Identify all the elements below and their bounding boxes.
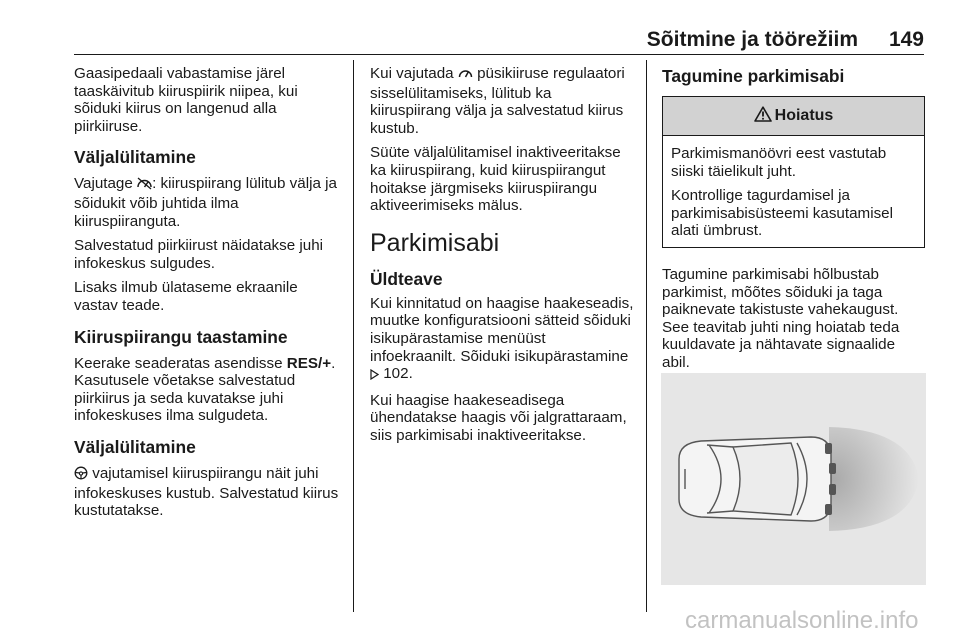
section-title-parking-assist: Parkimisabi [370,228,500,257]
message-paragraph: Lisaks ilmub ülataseme ekraanile vastav teade. [74,279,298,314]
warning-paragraph-2: Kontrollige tagurdamisel ja parkimisabisüsteemi kasutamisel alati ümbrust. [671,187,893,240]
column-divider-2 [646,60,647,612]
column-3 [662,65,925,379]
page-number: 149 [888,28,924,51]
cruise-control-icon [458,67,473,85]
deactivation-paragraph-2: vajutamisel kiiruspiirangu näit juhi infokeskuses kustub. Salvestatud kiirus kustutatakse. [74,464,339,520]
heading-rear-parking-assist: Tagumine parkimisabi [662,66,845,86]
speed-limiter-off-icon [137,177,152,195]
parking-assist-illustration [661,373,926,585]
intro-paragraph: Gaasipedaali vabastamise järel taaskäivitub kiiruspiirik niipea, kui sõiduki kiirus on langenud alla piirkiiruse. [74,65,298,135]
rear-assist-paragraph: Tagumine parkimisabi hõlbustab parkimist, mõõtes sõiduki ja taga paiknevate takistuste vahekaugust. See teavitab juhti ning hoiatab teda kuuldavate ja nähtavate signaalide abil. [662,265,900,371]
warning-box [662,96,925,248]
trailer-paragraph: Kui haagise haakeseadisega ühendatakse haagis või jalgrattaraam, siis parkimisabi inaktiveeritakse. [370,391,627,444]
column-1 [74,65,342,527]
watermark: carmanualsonline.info [685,607,919,634]
heading-general: Üldteave [370,268,443,289]
warning-paragraph-1: Parkimismanöövri eest vastutab siiski täielikult juht. [671,145,887,180]
warning-body [663,136,924,247]
hitch-paragraph: Kui kinnitatud on haagise haakeseadis, muutke konfiguratsiooni sätteid sõiduki isikupärastamise menüüst infoekraanilt. Sõiduki isikupärastamine 102. [370,295,635,385]
column-divider-1 [353,60,354,612]
ignition-paragraph: Süüte väljalülitamisel inaktiveeritakse ka kiiruspiirang, kuid kiiruspiirangut hoitakse järgmiseks kiiruspiirangu aktiveerimiseks mälus. [370,144,621,215]
restore-paragraph: Keerake seaderatas asendisse RES/+. Kasutusele võetakse salvestatud piirkiirus ja seda kuvatakse juhi infokeskuses ilma sulgudeta. [74,354,336,425]
heading-restore: Kiiruspiirangu taastamine [74,326,288,347]
page-header-title: Sõitmine ja töörežiim [646,28,858,51]
deactivation-paragraph-1: Vajutage : kiiruspiirang lülitub välja ja sõidukit võib juhtida ilma kiiruspiiranguta. [74,175,337,230]
warning-triangle-icon [754,106,772,127]
cruise-paragraph: Kui vajutada püsikiiruse regulaatori sisselülitamiseks, lülitub ka kiiruspiirang välja ja salvestatud kiirus kustub. [370,65,625,137]
column-2 [370,65,635,452]
header-divider [74,54,924,55]
heading-deactivation-1: Väljalülitamine [74,147,196,168]
steering-wheel-icon [74,466,88,485]
saved-speed-paragraph: Salvestatud piirkiirust näidatakse juhi infokeskus sulgudes. [74,237,324,272]
heading-deactivation-2: Väljalülitamine [74,436,196,457]
warning-header: Hoiatus [663,97,924,136]
triangle-ref-icon [370,367,379,385]
